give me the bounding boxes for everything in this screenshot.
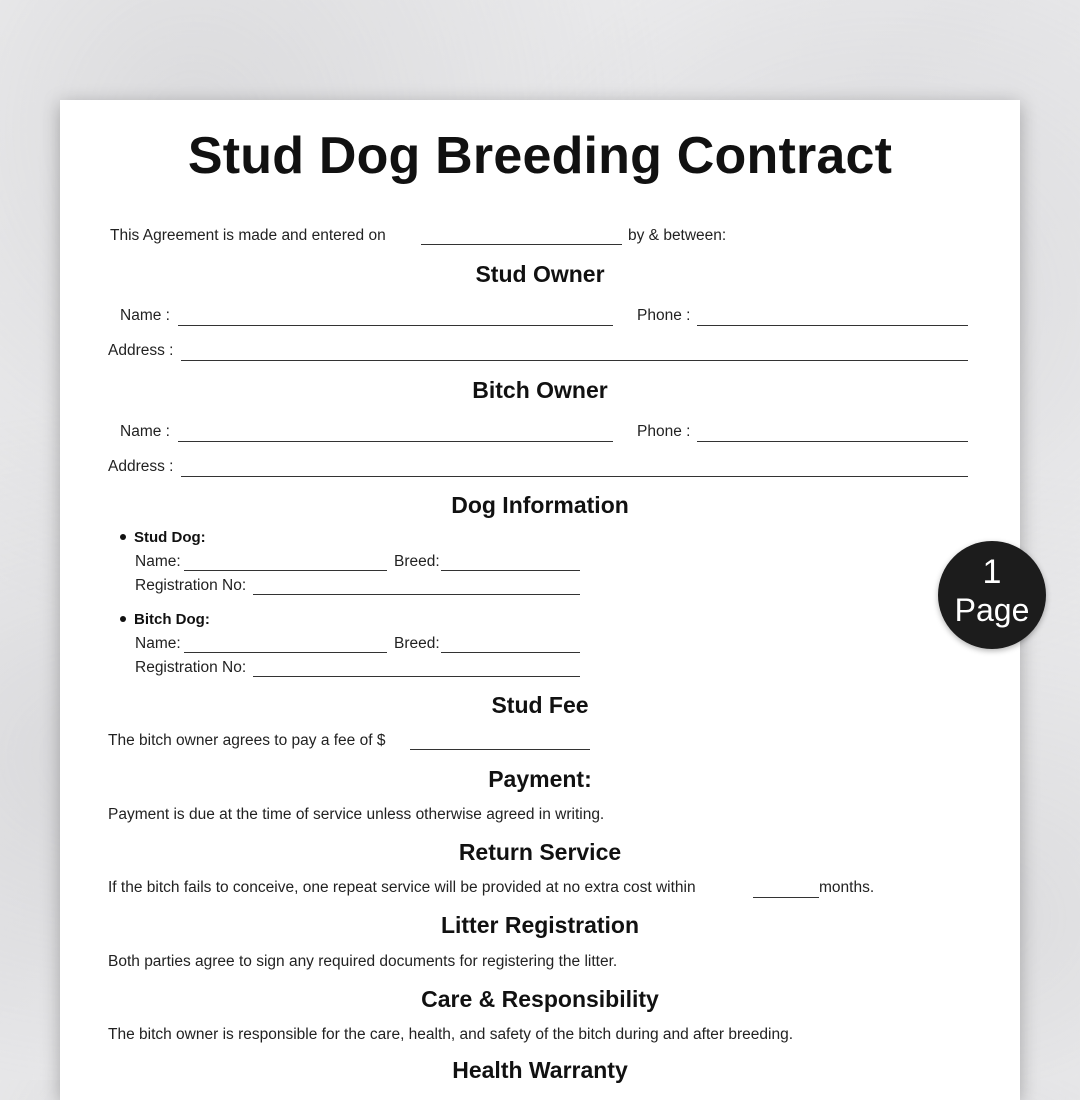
bullet-dot [120,534,126,540]
bitch-dog-registration-label: Registration No: [135,659,247,676]
stud-dog-name-field[interactable] [184,570,387,571]
stud-dog-name-label: Name: [135,553,181,570]
bitch-owner-heading: Bitch Owner [472,377,608,403]
bitch-owner-name-label: Name : [120,423,170,440]
dog-information-heading: Dog Information [451,492,629,518]
page-count-label: Page [954,592,1030,628]
stud-dog-bullet [120,529,206,546]
stud-owner-name-field[interactable] [178,325,613,326]
stud-dog-registration-field[interactable] [253,594,580,595]
stud-fee-heading: Stud Fee [491,692,589,718]
stud-dog-breed-field[interactable] [441,570,580,571]
bitch-dog-bullet [120,611,210,628]
payment-text: Payment is due at the time of service unless otherwise agreed in writing. [108,806,605,823]
stud-fee-text: The bitch owner agrees to pay a fee of $ [108,732,386,749]
care-responsibility-heading: Care & Responsibility [421,986,659,1012]
bullet-dot [120,616,126,622]
bitch-owner-address-field[interactable] [181,476,968,477]
bitch-owner-phone-label: Phone : [637,423,691,440]
bitch-dog-breed-label: Breed: [394,635,440,652]
bitch-owner-phone-field[interactable] [697,441,968,442]
intro-prefix: This Agreement is made and entered on [110,227,386,244]
stud-dog-registration-label: Registration No: [135,577,247,594]
stud-owner-name-label: Name : [120,307,170,324]
stud-fee-amount-field[interactable] [410,749,590,750]
stud-owner-phone-label: Phone : [637,307,691,324]
bitch-dog-name-field[interactable] [184,652,387,653]
bitch-dog-breed-field[interactable] [441,652,580,653]
bitch-dog-registration-field[interactable] [253,676,580,677]
bitch-owner-address-label: Address : [108,458,174,475]
return-service-heading: Return Service [458,839,622,865]
stud-dog-breed-label: Breed: [394,553,440,570]
bitch-owner-name-field[interactable] [178,441,613,442]
page-count-number: 1 [982,553,1002,591]
stud-owner-heading: Stud Owner [475,261,605,287]
return-service-months-label: months. [819,879,875,896]
page-count-badge [938,541,1046,649]
care-responsibility-text: The bitch owner is responsible for the care, health, and safety of the bitch during and after breeding. [108,1026,793,1043]
return-service-text: If the bitch fails to conceive, one repeat service will be provided at no extra cost within [108,879,696,896]
payment-heading: Payment: [488,766,592,792]
contract-page [60,100,1020,1100]
return-service-months-field[interactable] [753,897,819,898]
stud-owner-address-field[interactable] [181,360,968,361]
agreement-date-field[interactable] [421,244,622,245]
stud-owner-phone-field[interactable] [697,325,968,326]
stud-owner-address-label: Address : [108,342,174,359]
stud-dog-label: Stud Dog: [134,529,206,546]
bitch-dog-label: Bitch Dog: [134,611,210,628]
bitch-dog-name-label: Name: [135,635,181,652]
litter-registration-heading: Litter Registration [440,912,640,938]
health-warranty-heading: Health Warranty [452,1057,628,1083]
intro-suffix: by & between: [628,227,727,244]
document-title: Stud Dog Breeding Contract [187,127,893,185]
litter-registration-text: Both parties agree to sign any required documents for registering the litter. [108,953,618,970]
